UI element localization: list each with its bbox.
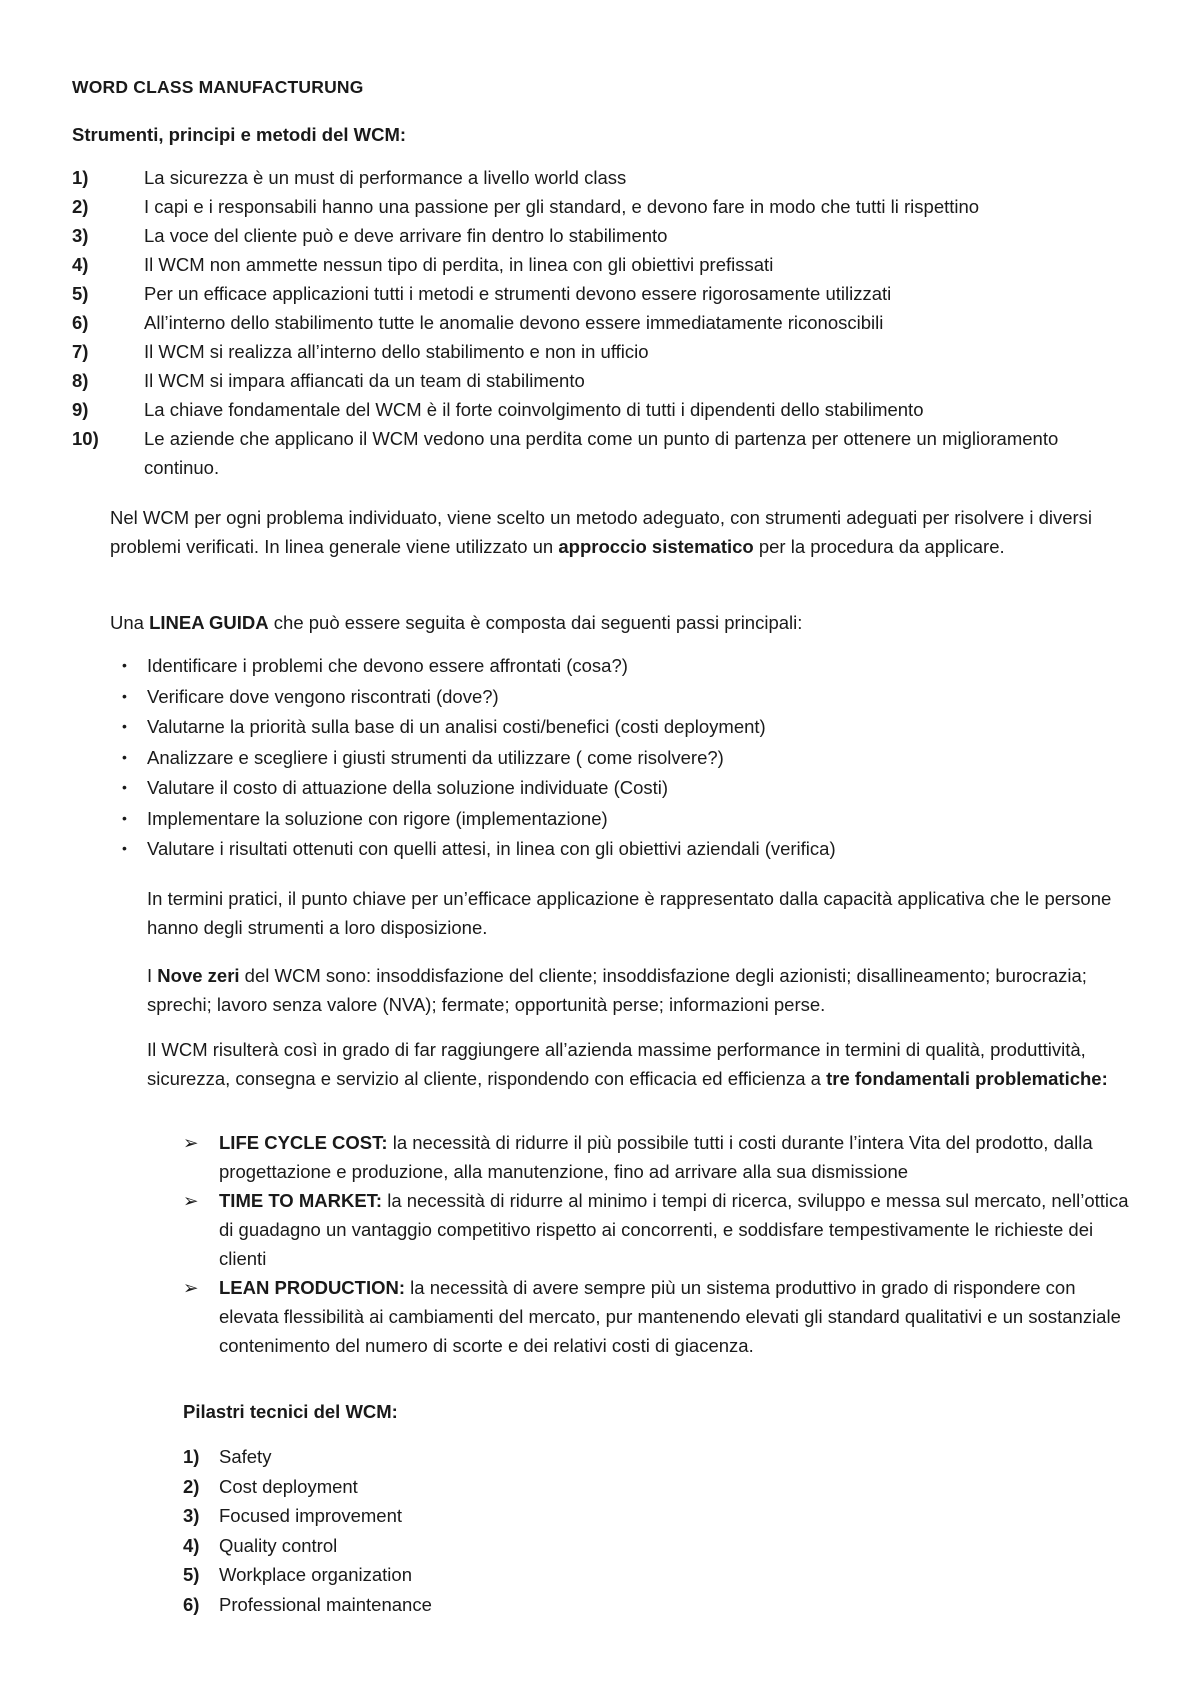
list-item — [72, 308, 1132, 337]
list-text: Il WCM non ammette nessun tipo di perdita, in linea con gli obiettivi prefissati — [144, 254, 774, 275]
pillars-list — [183, 1442, 432, 1619]
paragraph-text: per la procedura da applicare. — [753, 536, 1005, 557]
list-item — [110, 712, 1140, 743]
list-number: 10) — [72, 428, 99, 449]
bullet-icon: • — [122, 718, 127, 734]
list-text: Le aziende che applicano il WCM vedono una perdita come un punto di partenza per ottenere un miglioramento continuo. — [144, 428, 1059, 478]
problem-label: TIME TO MARKET: — [219, 1190, 383, 1211]
list-number: 5) — [183, 1564, 200, 1585]
list-text: Identificare i problemi che devono essere affrontati (cosa?) — [147, 655, 628, 676]
list-number: 6) — [72, 312, 89, 333]
problem-label: LEAN PRODUCTION: — [219, 1277, 406, 1298]
list-text: Il WCM si impara affiancati da un team di stabilimento — [144, 370, 585, 391]
paragraph-text: del WCM sono: insoddisfazione del cliente; insoddisfazione degli azionisti; disallineamento; burocrazia; sprechi; lavoro senza valore (NVA); fermate; opportunità perse; informazioni perse. — [147, 965, 1087, 1015]
list-item — [183, 1273, 1133, 1360]
paragraph-guide — [110, 608, 1140, 637]
list-text: Il WCM si realizza all’interno dello stabilimento e non in ufficio — [144, 341, 649, 362]
problem-text: la necessità di avere sempre più un sistema produttivo in grado di rispondere con elevata flessibilità ai cambiamenti del mercato, pur mantenendo elevati gli standard qualitativi e un sostanziale contenimento del numero di scorte e dei relativi costi di giacenza. — [219, 1277, 1121, 1356]
list-item — [183, 1186, 1133, 1273]
problem-text: la necessità di ridurre al minimo i tempi di ricerca, sviluppo e messa sul mercato, nell’ottica di guadagno un vantaggio competitivo rispetto ai concorrenti, e soddisfare tempestivamente le richieste dei clienti — [219, 1190, 1129, 1269]
list-text: Workplace organization — [219, 1564, 412, 1585]
list-number: 8) — [72, 370, 89, 391]
list-text: Implementare la soluzione con rigore (implementazione) — [147, 807, 608, 829]
paragraph-text: Nel WCM per ogni problema individuato, viene scelto un metodo adeguato, con strumenti adeguati per risolvere i diversi problemi verificati. In linea generale viene utilizzato un — [110, 507, 1093, 557]
steps-list — [110, 651, 1140, 865]
bold-text: Nove zeri — [157, 965, 240, 986]
list-number: 1) — [72, 167, 89, 188]
list-item — [72, 366, 1132, 395]
list-item — [110, 804, 1140, 835]
paragraph-text: Il WCM risulterà così in grado di far raggiungere all’azienda massime performance in termini di qualità, produttività, sicurezza, consegna e servizio al cliente, rispondendo con efficacia ed efficienza a — [147, 1039, 1086, 1089]
paragraph-method — [110, 503, 1140, 561]
paragraph-zeros — [147, 961, 1137, 1019]
list-item — [183, 1442, 432, 1472]
list-number: 1) — [183, 1446, 200, 1467]
list-item — [110, 773, 1140, 804]
list-text: Valutarne la priorità sulla base di un analisi costi/benefici (costi deployment) — [147, 716, 766, 737]
list-item — [110, 834, 1140, 865]
bold-text: LINEA GUIDA — [149, 612, 269, 633]
list-number: 6) — [183, 1593, 200, 1615]
list-number: 2) — [72, 196, 89, 217]
list-text: Valutare il costo di attuazione della soluzione individuate (Costi) — [147, 777, 669, 798]
paragraph-text: Una — [110, 612, 150, 633]
list-text: Safety — [219, 1446, 272, 1467]
list-text: Per un efficace applicazioni tutti i metodi e strumenti devono essere rigorosamente utilizzati — [144, 283, 892, 304]
bullet-icon: • — [122, 779, 127, 795]
list-text: Focused improvement — [219, 1505, 403, 1526]
list-item — [72, 163, 1132, 192]
list-number: 2) — [183, 1475, 200, 1497]
list-text: Professional maintenance — [219, 1593, 432, 1615]
list-text: Verificare dove vengono riscontrati (dove?) — [147, 685, 499, 707]
list-text: I capi e i responsabili hanno una passione per gli standard, e devono fare in modo che tutti li rispettino — [144, 196, 980, 217]
list-item — [183, 1501, 432, 1531]
section-heading-pillars: Pilastri tecnici del WCM: — [183, 1401, 398, 1422]
document-title: WORD CLASS MANUFACTURUNG — [72, 77, 364, 97]
list-text: La sicurezza è un must di performance a livello world class — [144, 167, 627, 188]
problem-label: LIFE CYCLE COST: — [219, 1132, 388, 1153]
list-text: La voce del cliente può e deve arrivare fin dentro lo stabilimento — [144, 225, 668, 246]
bullet-icon: • — [122, 840, 127, 856]
list-text: Quality control — [219, 1534, 338, 1556]
paragraph-text: che può essere seguita è composta dai seguenti passi principali: — [268, 612, 803, 633]
list-item — [183, 1590, 432, 1620]
list-item — [183, 1128, 1133, 1186]
bullet-icon: • — [122, 657, 127, 673]
list-number: 4) — [72, 254, 89, 275]
list-item — [72, 192, 1132, 221]
problem-text: la necessità di ridurre il più possibile tutti i costi durante l’intera Vita del prodotto, dalla progettazione e produzione, alla manutenzione, fino ad arrivare alla sua dismissione — [219, 1132, 1093, 1182]
principles-list — [72, 163, 1132, 482]
bullet-icon: • — [122, 748, 127, 765]
list-item — [72, 395, 1132, 424]
bullet-icon: • — [122, 809, 127, 826]
list-number: 3) — [183, 1505, 200, 1526]
list-item — [110, 651, 1140, 682]
arrow-bullet-icon: ➢ — [183, 1277, 199, 1298]
list-text: All’interno dello stabilimento tutte le anomalie devono essere immediatamente riconoscibili — [144, 312, 884, 333]
bullet-icon: • — [122, 687, 127, 704]
list-number: 3) — [72, 225, 89, 246]
arrow-bullet-icon: ➢ — [183, 1132, 199, 1153]
list-item — [183, 1531, 432, 1561]
paragraph-result — [147, 1035, 1132, 1093]
bold-text: approccio sistematico — [558, 536, 754, 557]
list-item — [183, 1472, 432, 1502]
list-text: Valutare i risultati ottenuti con quelli attesi, in linea con gli obiettivi aziendali (verifica) — [147, 838, 836, 859]
list-item — [72, 279, 1132, 308]
list-item — [72, 337, 1132, 366]
list-number: 5) — [72, 283, 89, 304]
paragraph-practical: In termini pratici, il punto chiave per un’efficace applicazione è rappresentato dalla capacità applicativa che le persone hanno degli strumenti a loro disposizione. — [147, 888, 1112, 938]
list-text: La chiave fondamentale del WCM è il forte coinvolgimento di tutti i dipendenti dello stabilimento — [144, 399, 924, 420]
list-number: 7) — [72, 341, 89, 362]
list-item — [110, 743, 1140, 774]
list-item — [72, 221, 1132, 250]
arrow-bullet-icon: ➢ — [183, 1190, 199, 1211]
list-item — [72, 250, 1132, 279]
section-heading-tools: Strumenti, principi e metodi del WCM: — [72, 124, 407, 145]
list-item — [72, 424, 1132, 482]
list-text: Analizzare e scegliere i giusti strumenti da utilizzare ( come risolvere?) — [147, 746, 724, 768]
problems-list — [183, 1128, 1133, 1360]
list-number: 4) — [183, 1534, 200, 1556]
list-item — [183, 1560, 432, 1590]
list-item — [110, 682, 1140, 713]
paragraph-text: I — [147, 965, 158, 986]
list-text: Cost deployment — [219, 1475, 358, 1497]
list-number: 9) — [72, 399, 89, 420]
bold-text: tre fondamentali problematiche: — [826, 1068, 1108, 1089]
